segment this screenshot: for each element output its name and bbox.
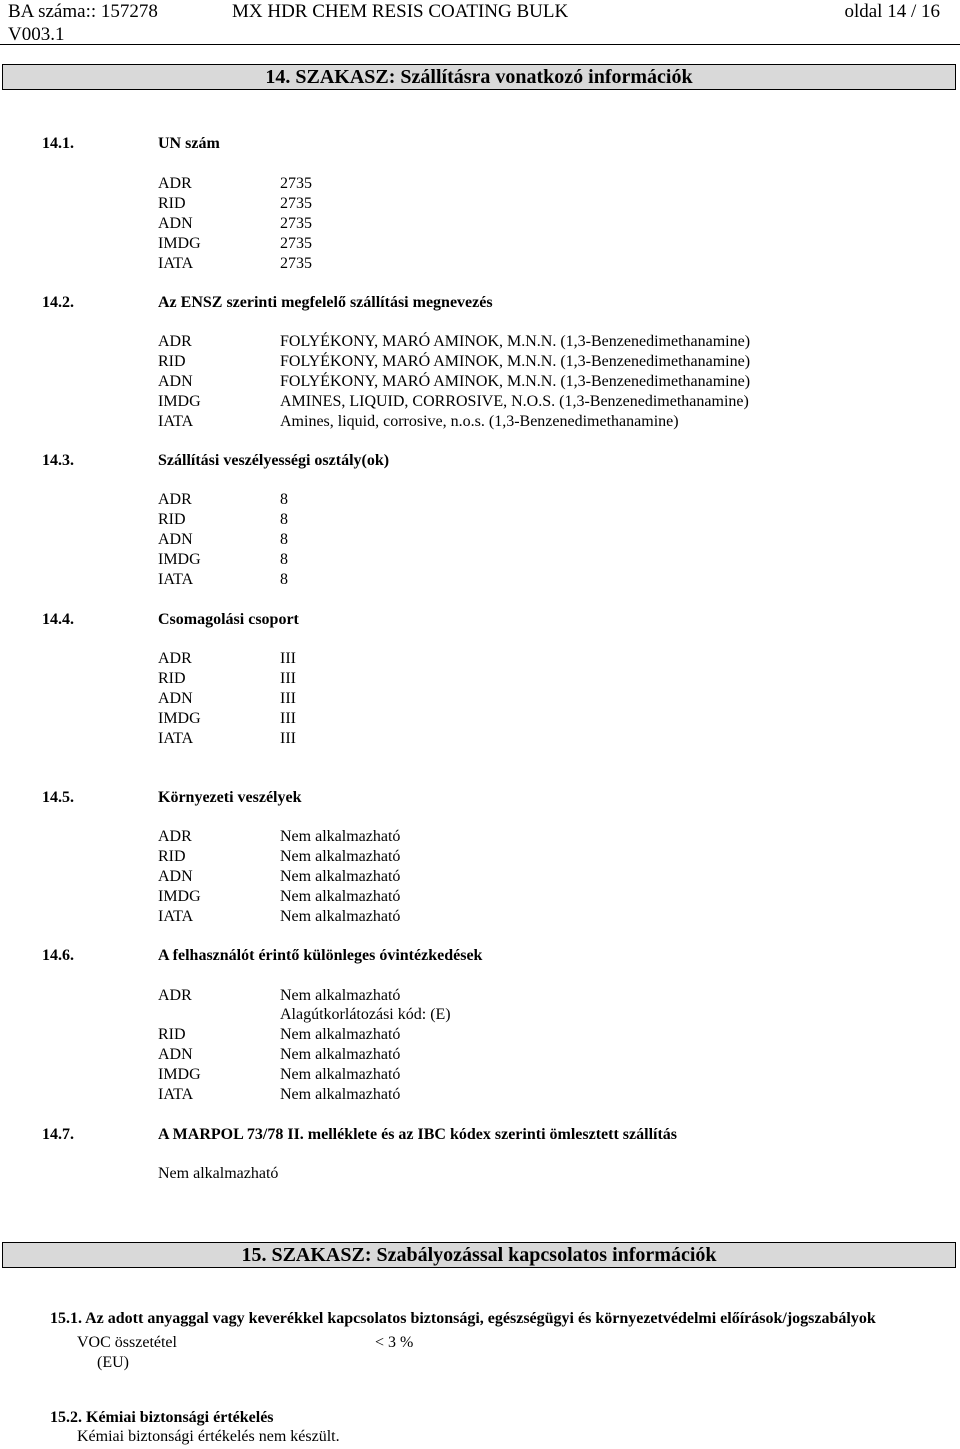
mode-value: III — [280, 710, 296, 727]
mode-label: ADR — [158, 828, 192, 845]
mode-value: AMINES, LIQUID, CORROSIVE, N.O.S. (1,3-Benzenedimethanamine) — [280, 393, 749, 410]
mode-value: FOLYÉKONY, MARÓ AMINOK, M.N.N. (1,3-Benzenedimethanamine) — [280, 373, 751, 390]
s14-7-heading: A MARPOL 73/78 II. melléklete és az IBC kódex szerinti ömlesztett szállítás — [158, 1126, 678, 1143]
mode-value: III — [280, 730, 296, 747]
s14-5-heading: Környezeti veszélyek — [158, 789, 302, 806]
mode-label: IATA — [158, 255, 194, 272]
product-name: MX HDR CHEM RESIS COATING BULK — [232, 1, 569, 22]
voc-label: VOC összetétel — [77, 1334, 177, 1351]
s14-2-number: 14.2. — [42, 294, 74, 311]
mode-label: RID — [158, 511, 186, 528]
version: V003.1 — [8, 24, 65, 45]
s15-1-heading: 15.1. Az adott anyaggal vagy keverékkel kapcsolatos biztonsági, egészségügyi és környezetvédelmi előírások/jogszabályok — [50, 1310, 876, 1327]
mode-value: Amines, liquid, corrosive, n.o.s. (1,3-Benzenedimethanamine) — [280, 413, 679, 430]
s15-2-text: Kémiai biztonsági értékelés nem készült. — [77, 1428, 340, 1445]
section-14-banner: 14. SZAKASZ: Szállításra vonatkozó információk — [2, 64, 956, 90]
mode-label: ADR — [158, 491, 192, 508]
mode-label: IATA — [158, 413, 194, 430]
s14-3-number: 14.3. — [42, 452, 74, 469]
mode-label: IATA — [158, 1086, 194, 1103]
mode-value: 2735 — [280, 215, 312, 232]
mode-label: IMDG — [158, 888, 201, 905]
s14-5-number: 14.5. — [42, 789, 74, 806]
tunnel-code: Alagútkorlátozási kód: (E) — [280, 1006, 451, 1023]
mode-label: IMDG — [158, 235, 201, 252]
s14-4-number: 14.4. — [42, 611, 74, 628]
mode-value: Nem alkalmazható — [280, 1066, 401, 1083]
mode-value: III — [280, 690, 296, 707]
mode-label: IATA — [158, 730, 194, 747]
mode-label: ADN — [158, 531, 193, 548]
s14-7-value: Nem alkalmazható — [158, 1165, 279, 1182]
mode-label: ADR — [158, 175, 192, 192]
mode-value: Nem alkalmazható — [280, 828, 401, 845]
s14-6-number: 14.6. — [42, 947, 74, 964]
s14-4-heading: Csomagolási csoport — [158, 611, 299, 628]
s14-1-heading: UN szám — [158, 135, 220, 152]
mode-value: 2735 — [280, 235, 312, 252]
mode-value: Nem alkalmazható — [280, 987, 401, 1004]
mode-label: ADR — [158, 333, 192, 350]
mode-value: Nem alkalmazható — [280, 1026, 401, 1043]
page-number: oldal 14 / 16 — [844, 1, 940, 22]
mode-label: IATA — [158, 571, 194, 588]
mode-label: IMDG — [158, 1066, 201, 1083]
mode-label: ADN — [158, 1046, 193, 1063]
mode-label: RID — [158, 353, 186, 370]
mode-value: Nem alkalmazható — [280, 848, 401, 865]
mode-value: 8 — [280, 511, 288, 528]
mode-label: IATA — [158, 908, 194, 925]
mode-value: Nem alkalmazható — [280, 1046, 401, 1063]
header-divider — [0, 44, 960, 45]
mode-value: 8 — [280, 531, 288, 548]
mode-value: III — [280, 650, 296, 667]
mode-label: IMDG — [158, 710, 201, 727]
mode-label: ADN — [158, 868, 193, 885]
mode-label: ADN — [158, 215, 193, 232]
s14-3-heading: Szállítási veszélyességi osztály(ok) — [158, 452, 390, 469]
mode-value: 2735 — [280, 255, 312, 272]
mode-value: Nem alkalmazható — [280, 868, 401, 885]
mode-label: RID — [158, 1026, 186, 1043]
mode-value: 8 — [280, 491, 288, 508]
s14-6-heading: A felhasználót érintő különleges óvintézkedések — [158, 947, 483, 964]
section-15-banner: 15. SZAKASZ: Szabályozással kapcsolatos információk — [2, 1242, 956, 1268]
mode-value: 2735 — [280, 175, 312, 192]
ba-number: BA száma:: 157278 — [8, 1, 158, 22]
mode-value: Nem alkalmazható — [280, 1086, 401, 1103]
s14-2-heading: Az ENSZ szerinti megfelelő szállítási megnevezés — [158, 294, 493, 311]
mode-label: ADN — [158, 690, 193, 707]
mode-value: Nem alkalmazható — [280, 888, 401, 905]
mode-label: ADN — [158, 373, 193, 390]
mode-label: IMDG — [158, 551, 201, 568]
mode-value: FOLYÉKONY, MARÓ AMINOK, M.N.N. (1,3-Benzenedimethanamine) — [280, 333, 751, 350]
mode-value: 2735 — [280, 195, 312, 212]
mode-label: IMDG — [158, 393, 201, 410]
s15-2-heading: 15.2. Kémiai biztonsági értékelés — [50, 1409, 274, 1426]
mode-label: RID — [158, 670, 186, 687]
mode-value: 8 — [280, 551, 288, 568]
mode-label: RID — [158, 848, 186, 865]
mode-value: Nem alkalmazható — [280, 908, 401, 925]
s14-1-number: 14.1. — [42, 135, 74, 152]
mode-value: III — [280, 670, 296, 687]
mode-label: RID — [158, 195, 186, 212]
voc-value: < 3 % — [375, 1334, 414, 1351]
voc-label-eu: (EU) — [97, 1354, 129, 1371]
mode-value: 8 — [280, 571, 288, 588]
mode-value: FOLYÉKONY, MARÓ AMINOK, M.N.N. (1,3-Benzenedimethanamine) — [280, 353, 751, 370]
mode-label: ADR — [158, 650, 192, 667]
mode-label: ADR — [158, 987, 192, 1004]
s14-7-number: 14.7. — [42, 1126, 74, 1143]
